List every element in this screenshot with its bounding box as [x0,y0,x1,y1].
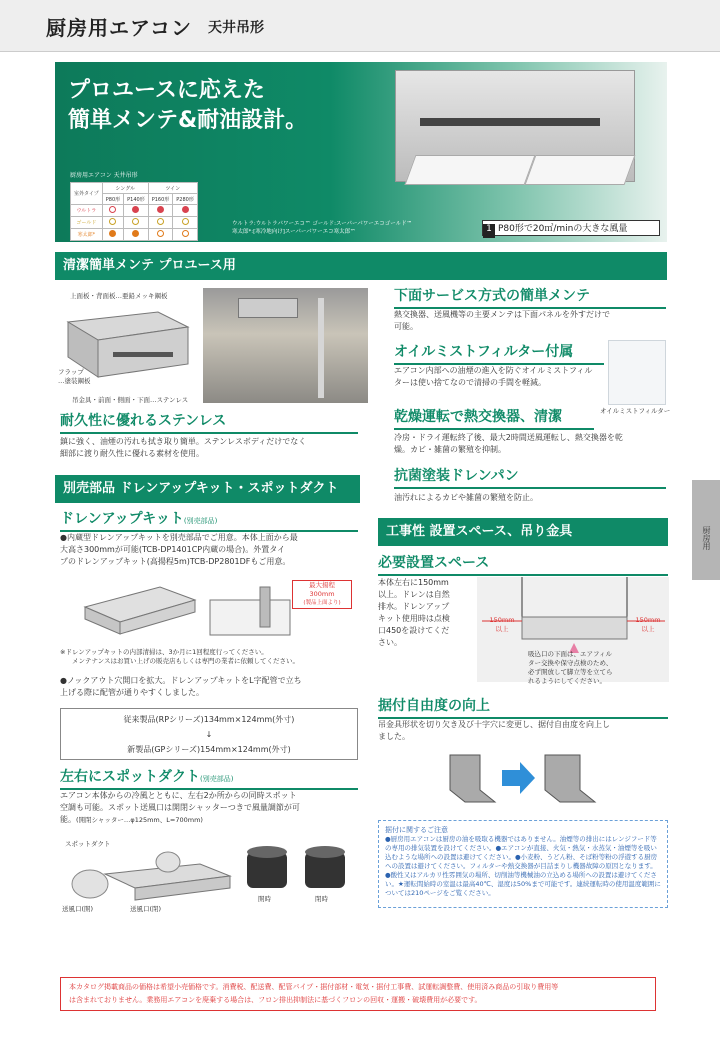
space-caption [528,650,648,686]
drain-kit-lift-note: (製品上面より) [303,600,341,606]
compare-new: 新製品(GPシリーズ)154mm×124mm(外寸) [127,745,291,754]
hero-title-line1: プロユースに応えた [68,78,265,103]
badge-number: 1 [483,224,495,238]
side-index-tab-label: 厨房用 [702,526,711,550]
lineup-size: P280形 [173,194,198,205]
lineup-size: P160形 [148,194,173,205]
drain-kit-text-line2: 大高さ300mmが可能(TCB-DP1401CP内蔵の場合)。外置タイ [60,545,286,554]
space-right [628,616,668,634]
lineup-group-twin: ツイン [148,183,197,194]
space-text-line5: 口450を設けてくだ [378,626,450,635]
dry-title: 乾燥運転で熱交換器、清潔 [394,406,594,430]
spot-duct-text-line3-main: 能。 [60,815,76,824]
drain-kit-note-line2: メンテナンスはお買い上げの販売店もしくは専門の業者に依頼してください。 [72,657,299,665]
oil-mist-filter-image [608,340,666,405]
drain-kit-text [60,532,360,568]
drain-kit-note [60,648,360,666]
space-caption-line2: ター交換や保守点検のため、 [528,659,613,667]
drain-kit-text-line1: ●内蔵型ドレンアップキットを別売部品でご用意。本体上面から最 [60,533,298,542]
lineup-row-label: ウルトラ [71,205,103,217]
filter-title: オイルミストフィルター付属 [394,341,604,365]
shutter-open-label: 開時 [258,895,271,903]
drain-kit-interior-diagram [205,585,295,640]
availability-dot-icon [132,218,139,225]
knockout-text [60,675,360,699]
availability-dot-icon [157,218,164,225]
lineup-table [70,182,198,241]
lineup-row-label: 寒太郎* [71,229,103,241]
badge-text: P80形で20㎥/minの大きな風量 [498,224,628,234]
dry-text [394,432,672,456]
lineup-size: P140形 [124,194,149,205]
lineup-group-single: シングル [102,183,148,194]
service-text-line1: 熱交換器、送風機等の主要メンテは下面パネルを外すだけで [394,310,610,319]
kitchen-photo-pole [318,298,324,398]
lineup-col-type: 室外タイプ [71,183,103,205]
airflow-badge [482,220,660,236]
hero-title-line2: 簡単メンテ&耐油設計。 [68,108,308,133]
drain-kit-title-text: ドレンアップキット [60,511,184,527]
availability-dot-icon [157,230,164,237]
spot-duct-diagram [60,842,240,912]
kitchen-photo [203,288,368,403]
space-text-line6: さい。 [378,638,402,647]
bracket-text-line2: ました。 [378,732,410,741]
shutter-closed-label: 閉時 [315,895,328,903]
lineup-size: P80形 [102,194,123,205]
page-title: 厨房用エアコン [46,16,192,40]
drain-text: 油汚れによるカビや雑菌の繁殖を防止。 [394,493,538,502]
drain-kit-lift-label: 最大揚程 [309,581,335,589]
spot-duct-text-line3 [60,814,360,826]
bracket-text [378,719,668,743]
space-left-unit: 以上 [495,625,509,633]
space-caption-line3: 必ず開放して脚立等を立てら [528,668,613,676]
space-left [482,616,522,634]
space-caption-line1: 吸込口の下面は、エアフィル [528,650,612,658]
drain-title: 抗菌塗装ドレンパン [394,465,666,489]
hero-note [232,220,412,236]
filter-text: エアコン内部への油煙の進入を防ぐオイルミストフィルターは使い捨てなので清掃の手間を軽減。 [394,366,593,387]
lineup-table-title: 厨房用エアコン 天井吊形 [70,172,138,179]
hero-title [68,76,307,136]
footer-line1: 本カタログ掲載商品の価格は希望小売価格です。消費税、配送費、配管パイプ・据付部材・電気・据付工事費、試運転調整費、使用済み商品の引取り費用等 [69,983,559,991]
service-text-line2: 可能。 [394,322,418,331]
spot-duct-title [60,766,358,790]
drain-kit-lift [292,580,352,609]
knockout-compare-box [60,708,358,760]
dry-text-line1: 冷房・ドライ運転終了後、最大2時間送風運転し、熱交換器を乾 [394,433,623,442]
diagram-label-bottom: 吊金具・前面・側面・下面…ステンレス [72,396,189,404]
space-caption-line4: れるようにしてください。 [528,677,606,685]
section-band-installation: 工事性 設置スペース、吊り金具 [378,518,668,546]
compare-arrow-icon: ↓ [205,730,213,739]
lineup-row-label: ゴールド [71,217,103,229]
drain-kit-title [60,508,358,532]
spot-duct-sub: (別売部品) [200,775,234,783]
service-text [394,309,666,333]
section-band-optional-parts: 別売部品 ドレンアップキット・スポットダクト [55,475,360,503]
filter-caption: オイルミストフィルター [600,407,671,415]
compare-old: 従来製品(RPシリーズ)134mm×124mm(外寸) [123,715,295,724]
diagram-label-top: 上面板・背面板…亜鉛メッキ鋼板 [70,292,168,300]
price-footer-note [60,977,656,1011]
spot-duct-title-text: 左右にスポットダクト [60,769,200,785]
knockout-text-line2: 上げる際に配管が通りやすくしました。 [60,688,204,697]
section-band-maintenance: 清潔簡単メンテ プロユース用 [55,252,667,280]
page-header [0,0,720,52]
caution-body: ●厨房用エアコンは厨房の油を吸取る機器ではありません。油煙等の排出にはレンジフード等の専用の排気装置を設けてください。●エアコンが直接、火気・熱気・水蒸気・油煙等を吸い込むような場所への設置は避けてください。●小麦粉、うどん粉、そば粉等粉の浮遊する厨房への設置は避けてください。フィルターや熱交換器が目詰まりし機器故障の原因となります。●酸性又はアルカリ性雰囲気の場所、切削油等機械油の立込める場所への設置は避けてください。★運転間始時の室温は最高40℃、湿度は50%まで可能です。連続運転時の使用温度範囲については210ページをご覧ください。 [385,835,661,897]
space-right-unit: 以上 [641,625,655,633]
hero-note-line2: 寒太郎*:[寒冷地向け]スーパーパワーエコ寒太郎™ [232,229,356,235]
ceiling-unit-outlet [420,118,600,126]
availability-dot-icon [182,206,189,213]
spot-duct-label: スポットダクト [65,840,111,848]
durability-text-line2: 細部に渡り耐久性に優れる素材を使用。 [60,449,204,458]
knockout-text-line1: ●ノックアウト穴開口を拡大。ドレンアップキットをL字配管で立ち [60,676,302,685]
availability-dot-icon [109,206,116,213]
availability-dot-icon [132,206,139,213]
bracket-text-line1: 吊金具形状を切り欠き及び十字穴に変更し、据付自由度を向上し [378,720,610,729]
spot-duct-spec: (開閉シャッター…φ125mm、L=700mm) [76,816,203,824]
kitchen-photo-unit [238,298,298,318]
space-text [378,577,470,649]
service-title: 下面サービス方式の簡単メンテ [394,285,666,309]
space-right-value: 150mm [635,616,661,624]
availability-dot-icon [157,206,164,213]
installation-caution-box [378,820,668,908]
drain-kit-lift-value: 300mm [309,590,335,598]
drain-kit-note-line1: ※ドレンアップキットの内部清掃は、3か月に1回程度行ってください。 [60,648,268,656]
durability-text-line1: 鎮に強く、油煙の汚れも拭き取り簡単。ステンレスボディだけでなく [60,437,307,446]
availability-dot-icon [182,230,189,237]
footer-line2: は含まれておりません。業務用エアコンを廃棄する場合は、フロン排出抑制法に基づくフロンの回収・運搬・破壊費用が必要です。 [69,996,482,1004]
spot-outlet-open-label: 送風口(開) [62,905,94,913]
availability-dot-icon [182,218,189,225]
caution-heading: 据付に関するご注意 [385,826,448,834]
space-text-line4: キット使用時は点検 [378,614,450,623]
ceiling-unit-filter-left [405,155,536,185]
spot-duct-text-line1: エアコン本体からの冷風とともに、左右2か所からの同時スポット [60,791,297,800]
availability-dot-icon [132,230,139,237]
availability-dot-icon [109,218,116,225]
spot-duct-text [60,790,360,826]
drain-kit-unit-diagram [80,582,200,637]
drain-kit-sub: (別売部品) [183,517,218,525]
space-text-line1: 本体左右に150mm [378,578,449,587]
hero-note-line1: ウルトラ:ウルトラパワーエコ™ ゴールド:スーパーパワーエコゴールド™ [232,221,413,227]
ceiling-unit-filter-right [525,155,636,185]
dry-text-line2: 燥。カビ・雑菌の繁殖を抑制。 [394,445,506,454]
drain-kit-text-line3: プのドレンアップキット(高揚程5m)TCB-DP2801DFもご用意。 [60,557,291,566]
page-subtitle: 天井吊形 [208,20,264,36]
bracket-title: 据付自由度の向上 [378,695,668,719]
side-index-tab[interactable] [692,480,720,580]
shutter-photos [245,842,355,892]
hanger-bracket-diagram [440,750,600,812]
space-left-value: 150mm [489,616,515,624]
space-title: 必要設置スペース [378,552,668,576]
spot-outlet-closed-label: 送風口(閉) [130,905,162,913]
diagram-label-flap: フラップ …塗装鋼板 [58,368,91,385]
durability-title: 耐久性に優れるステンレス [60,410,358,434]
durability-text [60,436,360,460]
space-text-line3: 排水。ドレンアップ [378,602,450,611]
space-text-line2: 以上。ドレンは自然 [378,590,450,599]
spot-duct-text-line2: 空調も可能。スポット送風口は開閉シャッターつきで風量調節が可 [60,803,300,812]
availability-dot-icon [109,230,116,237]
